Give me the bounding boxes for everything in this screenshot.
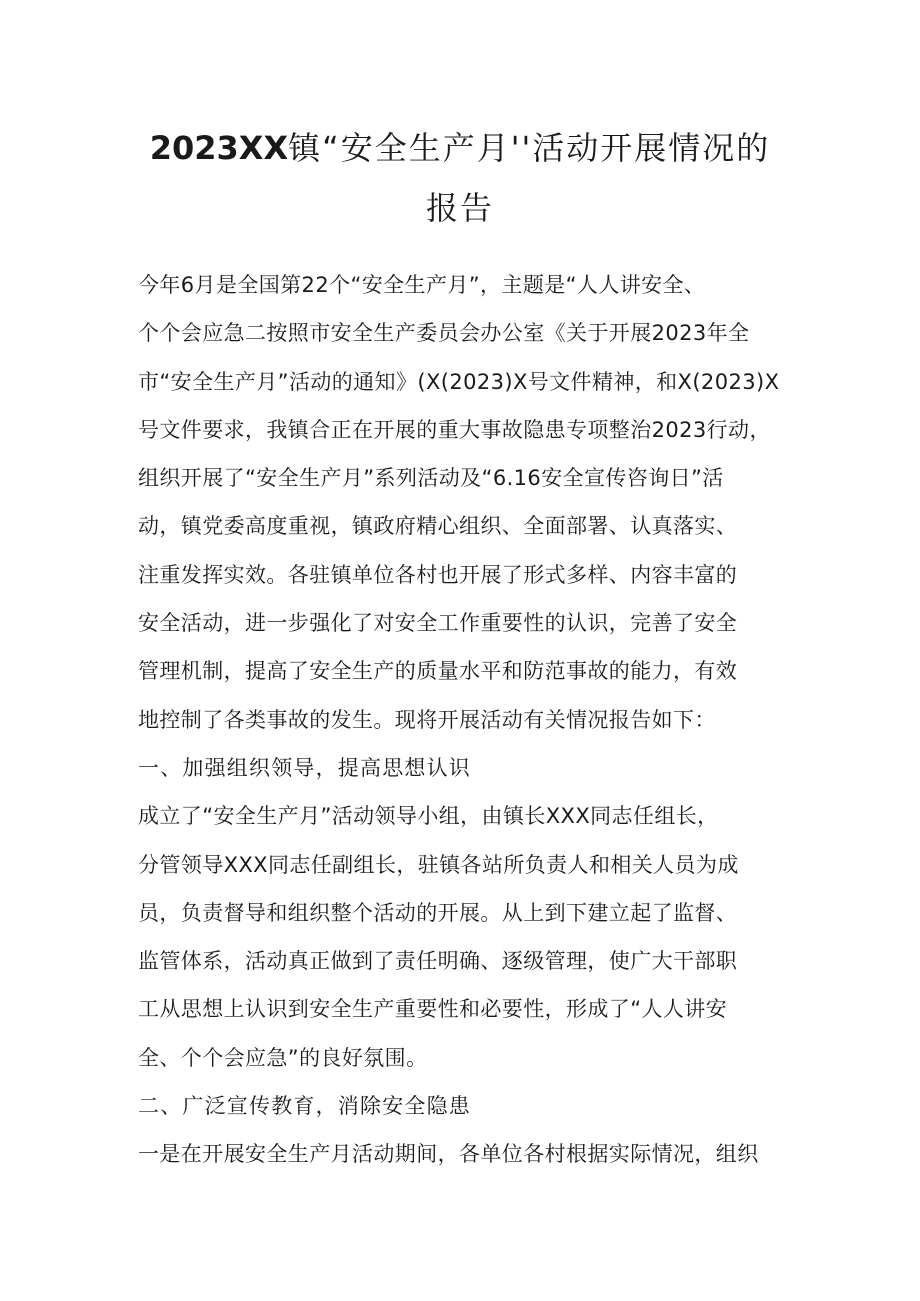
section-heading-2: 二、广泛宣传教育，消除安全隐患	[138, 1094, 471, 1119]
body-line: 成立了“安全生产月”活动领导小组，由镇长XXX同志任组长，	[138, 804, 719, 829]
section-heading-1: 一、加强组织领导，提高思想认识	[138, 755, 471, 780]
body-line: 一是在开展安全生产月活动期间，各单位各村根据实际情况，组织	[138, 1142, 759, 1167]
body-line: 组织开展了“安全生产月”系列活动及“6.16安全宣传咨询日”活	[138, 466, 724, 491]
body-line: 号文件要求，我镇合正在开展的重大事故隐患专项整治2023行动，	[138, 417, 771, 442]
body-line: 分管领导XXX同志任副组长，驻镇各站所负责人和相关人员为成	[138, 852, 739, 877]
body-line: 全、个个会应急”的良好氛围。	[138, 1045, 428, 1070]
body-line: 管理机制，提高了安全生产的质量水平和防范事故的能力，有效	[138, 659, 738, 684]
body-line: 个个会应急二按照市安全生产委员会办公室《关于开展2023年全	[138, 321, 750, 346]
body-line: 动，镇党委高度重视，镇政府精心组织、全面部署、认真落实、	[138, 514, 738, 539]
body-line: 今年6月是全国第22个“安全生产月”，主题是“人人讲安全、	[138, 273, 706, 297]
body-line: 工从思想上认识到安全生产重要性和必要性，形成了“人人讲安	[138, 997, 728, 1022]
title-year-prefix: 2023XX	[149, 129, 289, 167]
document-body	[138, 261, 818, 1179]
body-line: 安全活动，进一步强化了对安全工作重要性的认识，完善了安全	[138, 611, 738, 636]
body-line: 员，负责督导和组织整个活动的开展。从上到下建立起了监督、	[138, 900, 738, 925]
title-line-1-text: 镇“安全生产月''活动开展情况的	[288, 129, 771, 167]
document-title-line-1	[120, 128, 800, 168]
body-line: 市“安全生产月”活动的通知》(X(2023)X号文件精神，和X(2023)X	[138, 369, 780, 394]
body-line: 注重发挥实效。各驻镇单位各村也开展了形式多样、内容丰富的	[138, 562, 738, 587]
document-title-line-2: 报告	[425, 189, 494, 227]
body-line: 地控制了各类事故的发生。现将开展活动有关情况报告如下：	[138, 707, 716, 732]
body-line: 监管体系，活动真正做到了责任明确、逐级管理，使广大干部职	[138, 949, 738, 974]
